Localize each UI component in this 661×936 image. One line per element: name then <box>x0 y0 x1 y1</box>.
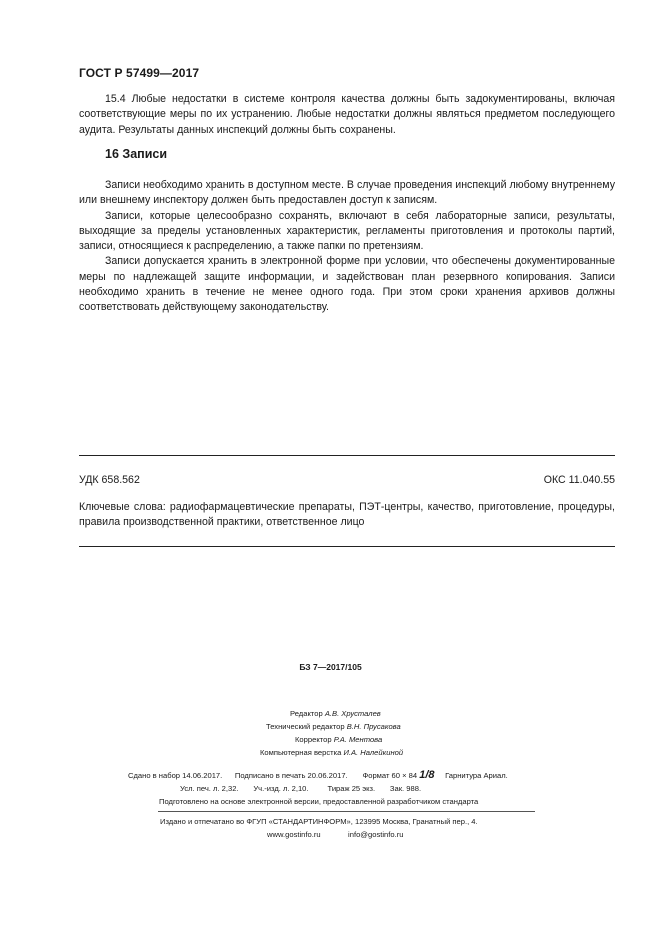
corrector-name: Р.А. Ментова <box>333 735 383 744</box>
website-link[interactable]: www.gostinfo.ru <box>267 830 321 839</box>
corrector-label: Корректор <box>295 735 332 744</box>
tech-editor-label: Технический редактор <box>266 722 345 731</box>
editor-line <box>290 709 381 718</box>
section-16-title: 16 Записи <box>105 147 168 161</box>
section-16-paragraph: Записи, которые целесообразно сохранять, включают в себя лабораторные записи, результаты, выходящие за пределы установленных характеристик, регламенты приготовления и протоколы партий, записи, относящиеся к распределению, а также папки по претензиям. <box>79 209 615 253</box>
divider-top <box>79 455 615 456</box>
signed-date: Подписано в печать 20.06.2017. <box>234 771 348 780</box>
print-data-row-1 <box>128 769 508 781</box>
editor-name: А.В. Хрусталев <box>324 709 381 718</box>
clause-15-4 <box>79 92 615 138</box>
keywords: Ключевые слова: радиофармацевтические препараты, ПЭТ-центры, качество, приготовление, процедуры, правила производственной практики, ответственное лицо <box>79 501 615 529</box>
tech-editor-name: В.Н. Прусакова <box>346 722 401 731</box>
print-run: Тираж 25 экз. <box>327 784 376 793</box>
submitted-date: Сдано в набор 14.06.2017. <box>128 771 223 780</box>
bz-number: БЗ 7—2017/105 <box>299 662 362 672</box>
format-fraction: 1/8 <box>419 769 435 781</box>
pub-sheets: Уч.-изд. л. 2,10. <box>253 784 309 793</box>
contact-row <box>267 830 403 839</box>
format: Формат 60 × 84 <box>362 771 418 780</box>
print-sheets: Усл. печ. л. 2,32. <box>180 784 239 793</box>
clause-15-4-text: 15.4 Любые недостатки в системе контроля качества должны быть задокументированы, включая соответствующие меры по их устранению. Любые недостатки должны являться предметом последующего аудита. Результаты данных инспекций должны быть сохранены. <box>79 93 615 136</box>
email-link[interactable]: info@gostinfo.ru <box>348 830 404 839</box>
print-data-row-2 <box>180 784 421 793</box>
divider-bottom <box>79 546 615 547</box>
section-16-paragraph: Записи необходимо хранить в доступном месте. В случае проведения инспекций любому внутреннему или внешнему инспектору должен быть предоставлен доступ к записям. <box>79 179 615 207</box>
prepared-note: Подготовлено на основе электронной версии, предоставленной разработчиком стандарта <box>159 797 479 806</box>
document-header: ГОСТ Р 57499—2017 <box>79 66 200 80</box>
layout-name: И.А. Налейкиной <box>343 748 404 757</box>
section-16-body <box>79 178 615 316</box>
order-number: Зак. 988. <box>389 784 422 793</box>
font-info: Гарнитура Ариал. <box>445 771 508 780</box>
imprint-divider <box>158 811 535 812</box>
layout-line <box>260 748 403 757</box>
editor-label: Редактор <box>290 709 323 718</box>
tech-editor-line <box>266 722 401 731</box>
udc-code: УДК 658.562 <box>79 474 140 486</box>
oks-code: ОКС 11.040.55 <box>543 474 615 486</box>
layout-label: Компьютерная верстка <box>260 748 342 757</box>
publisher-info: Издано и отпечатано во ФГУП «СТАНДАРТИНФОРМ», 123995 Москва, Гранатный пер., 4. <box>160 817 478 826</box>
corrector-line <box>295 735 382 744</box>
section-16-paragraph: Записи допускается хранить в электронной форме при условии, что обеспечены документированные меры по надлежащей защите информации, и задействован план резервного копирования. Записи необходимо хранить в течение не менее одного года. При этом сроки хранения архивов должны соответствовать действующему законодательству. <box>79 255 615 314</box>
